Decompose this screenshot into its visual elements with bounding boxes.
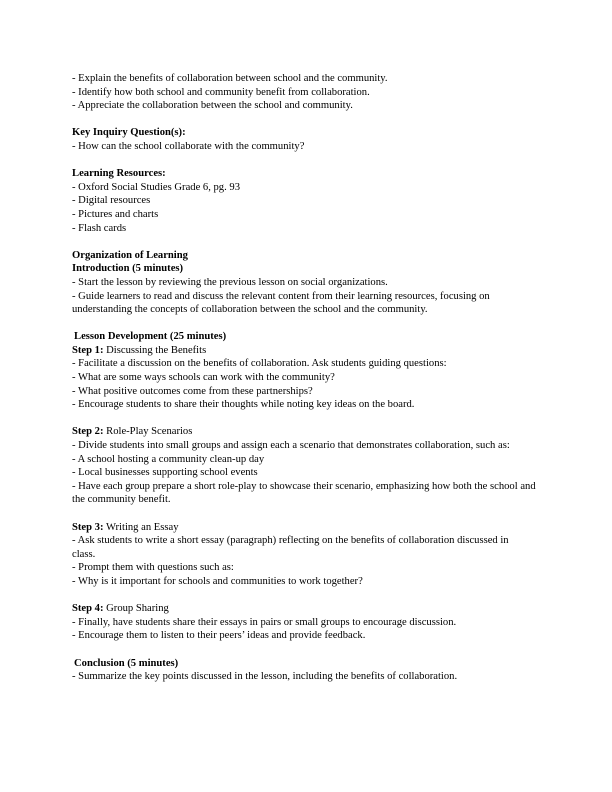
resource-item: - Pictures and charts [72, 208, 159, 220]
step-name: Discussing the Benefits [103, 344, 207, 356]
objective-item: - Explain the benefits of collaboration between school and the community. [72, 73, 388, 84]
step-label: Step 1: [72, 344, 104, 356]
conclusion-heading: Conclusion (5 minutes) [74, 657, 179, 669]
resources-section [72, 167, 542, 235]
step-title [72, 602, 542, 616]
step-item: - What are some ways schools can work with the community? [72, 372, 335, 384]
step-label: Step 3: [72, 521, 104, 533]
objective-item: - Identify how both school and community benefit from collaboration. [72, 86, 370, 98]
inquiry-heading: Key Inquiry Question(s): [72, 127, 186, 139]
step-item: - Facilitate a discussion on the benefits of collaboration. Ask students guiding questions: [72, 358, 447, 370]
organization-section [72, 249, 542, 317]
step-item: - Ask students to write a short essay (paragraph) reflecting on the benefits of collaboration discussed in class. [72, 535, 509, 560]
objective-item: - Appreciate the collaboration between the school and community. [72, 100, 353, 112]
step-title [72, 344, 542, 358]
step-item: - Encourage them to listen to their peers’ ideas and provide feedback. [72, 630, 366, 642]
resource-item: - Oxford Social Studies Grade 6, pg. 93 [72, 181, 240, 193]
step-title [72, 521, 542, 535]
organization-heading: Organization of Learning [72, 249, 188, 261]
step-item: - Finally, have students share their essays in pairs or small groups to encourage discussion. [72, 616, 457, 628]
step-item: - Have each group prepare a short role-play to showcase their scenario, emphasizing how both the school and the community benefit. [72, 480, 536, 506]
step-item: - Prompt them with questions such as: [72, 562, 234, 574]
step-item: - Why is it important for schools and communities to work together? [72, 575, 363, 587]
step-1 [72, 344, 542, 412]
step-item: - Local businesses supporting school events [72, 467, 258, 479]
introduction-heading: Introduction (5 minutes) [72, 263, 184, 275]
development-section [72, 330, 542, 643]
step-name: Group Sharing [103, 603, 169, 615]
step-title [72, 425, 542, 439]
step-3 [72, 521, 542, 589]
resource-item: - Digital resources [72, 195, 151, 207]
step-item: - Divide students into small groups and assign each a scenario that demonstrates collaboration, such as: [72, 440, 510, 452]
step-item: - A school hosting a community clean-up day [72, 453, 265, 465]
step-label: Step 2: [72, 426, 104, 438]
step-item: - Encourage students to share their thoughts while noting key ideas on the board. [72, 399, 415, 411]
resource-item: - Flash cards [72, 222, 127, 234]
step-2 [72, 425, 542, 507]
conclusion-item: - Summarize the key points discussed in the lesson, including the benefits of collaboration. [72, 671, 458, 683]
step-label: Step 4: [72, 603, 104, 615]
step-4 [72, 602, 542, 643]
objectives-list [72, 72, 542, 113]
development-heading: Lesson Development (25 minutes) [74, 331, 227, 343]
step-name: Role-Play Scenarios [103, 426, 193, 438]
step-name: Writing an Essay [103, 521, 179, 533]
introduction-item: - Start the lesson by reviewing the previous lesson on social organizations. [72, 276, 388, 288]
step-item: - What positive outcomes come from these partnerships? [72, 385, 313, 397]
document-page [72, 72, 542, 684]
introduction-item: - Guide learners to read and discuss the relevant content from their learning resources, focusing on understanding the concepts of collaboration between the school and the community. [72, 290, 490, 316]
inquiry-section [72, 126, 542, 153]
conclusion-section [72, 657, 542, 684]
resources-heading: Learning Resources: [72, 168, 166, 180]
inquiry-item: - How can the school collaborate with the community? [72, 140, 305, 152]
